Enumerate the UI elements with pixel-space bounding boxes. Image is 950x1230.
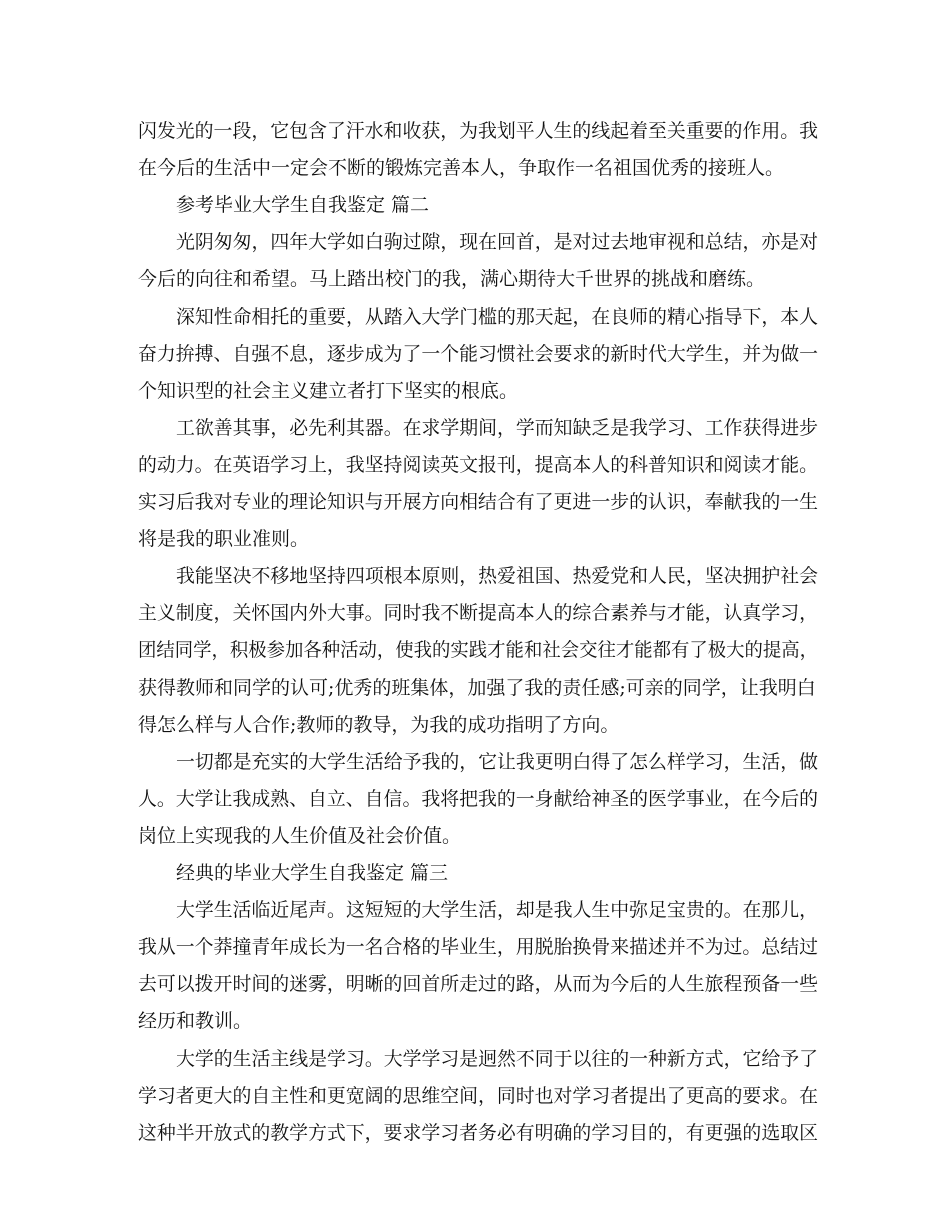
line-text: 今后的向往和希望。马上踏出校门的我，满心期待大千世界的挑战和磨练。	[138, 268, 766, 291]
line-text: 参考毕业大学生自我鉴定 篇二	[176, 194, 430, 217]
line-text: 个知识型的社会主义建立者打下坚实的根底。	[138, 379, 519, 402]
line-text: 实习后我对专业的理论知识与开展方向相结合有了更进一步的认识，奉献我的一生	[138, 491, 818, 513]
line-text: 主义制度，关怀国内外大事。同时我不断提高本人的综合素养与才能，认真学习，	[138, 602, 818, 625]
paragraph-line	[0, 560, 950, 592]
paragraph-line	[0, 783, 950, 815]
line-text: 得怎么样与人合作;教师的教导，为我的成功指明了方向。	[138, 713, 620, 736]
paragraph-line	[0, 263, 950, 295]
paragraph-line	[0, 1043, 950, 1075]
line-text: 学习者更大的自主性和更宽阔的思维空间，同时也对学习者提出了更高的要求。在	[138, 1084, 818, 1107]
line-text: 的动力。在英语学习上，我坚持阅读英文报刊，提高本人的科普知识和阅读才能。	[138, 453, 818, 476]
paragraph-line	[0, 412, 950, 444]
line-text: 人。大学让我成熟、自立、自信。我将把我的一身献给神圣的医学事业，在今后的	[138, 787, 818, 810]
line-text: 经典的毕业大学生自我鉴定 篇三	[176, 862, 449, 884]
paragraph-line	[0, 301, 950, 333]
paragraph-line	[0, 746, 950, 778]
line-text: 一切都是充实的大学生活给予我的，它让我更明白得了怎么样学习，生活，做	[176, 750, 818, 773]
section-heading	[0, 189, 950, 221]
paragraph-line	[0, 226, 950, 258]
paragraph-line	[0, 523, 950, 555]
paragraph-line	[0, 597, 950, 629]
paragraph-line	[0, 672, 950, 704]
line-text: 团结同学，积极参加各种活动，使我的实践才能和社会交往才能都有了极大的提高，	[138, 639, 818, 662]
line-text: 在今后的生活中一定会不断的锻炼完善本人，争取作一名祖国优秀的接班人。	[138, 157, 785, 180]
paragraph-line	[0, 449, 950, 481]
line-text: 去可以拨开时间的迷雾，明晰的回首所走过的路，从而为今后的人生旅程预备一些	[138, 973, 818, 996]
paragraph-line	[0, 486, 950, 518]
paragraph-line	[0, 634, 950, 666]
line-text: 大学生活临近尾声。这短短的大学生活，却是我人生中弥足宝贵的。在那儿，	[176, 899, 818, 922]
line-text: 深知性命相托的重要，从踏入大学门槛的那天起，在良师的精心指导下，本人	[176, 305, 818, 328]
line-text: 岗位上实现我的人生价值及社会价值。	[138, 824, 462, 847]
line-text: 这种半开放式的教学方式下，要求学习者务必有明确的学习目的，有更强的选取区	[138, 1121, 818, 1144]
paragraph-line	[0, 894, 950, 926]
paragraph-line	[0, 709, 950, 741]
paragraph-line	[0, 115, 950, 147]
line-text: 奋力拚搏、自强不息，逐步成为了一个能习惯社会要求的新时代大学生，并为做一	[138, 342, 818, 365]
paragraph-line	[0, 968, 950, 1000]
line-text: 经历和教训。	[138, 1010, 253, 1033]
paragraph-line	[0, 1005, 950, 1037]
paragraph-line	[0, 820, 950, 852]
line-text: 大学的生活主线是学习。大学学习是迥然不同于以往的一种新方式，它给予了	[176, 1047, 818, 1070]
line-text: 闪发光的一段，它包含了汗水和收获，为我划平人生的线起着至关重要的作用。我	[138, 120, 818, 142]
paragraph-line	[0, 338, 950, 370]
line-text: 获得教师和同学的认可;优秀的班集体，加强了我的责任感;可亲的同学，让我明白	[138, 676, 816, 699]
section-heading	[0, 857, 950, 889]
paragraph-line	[0, 152, 950, 184]
paragraph-line	[0, 375, 950, 407]
line-text: 我从一个莽撞青年成长为一名合格的毕业生，用脱胎换骨来描述并不为过。总结过	[138, 936, 818, 959]
paragraph-line	[0, 1080, 950, 1112]
line-text: 工欲善其事，必先利其器。在求学期间，学而知缺乏是我学习、工作获得进步	[176, 416, 818, 439]
paragraph-line	[0, 931, 950, 963]
line-text: 我能坚决不移地坚持四项根本原则，热爱祖国、热爱党和人民，坚决拥护社会	[176, 565, 818, 588]
paragraph-line	[0, 1117, 950, 1149]
line-text: 将是我的职业准则。	[138, 528, 310, 551]
line-text: 光阴匆匆，四年大学如白驹过隙，现在回首，是对过去地审视和总结，亦是对	[176, 231, 818, 254]
